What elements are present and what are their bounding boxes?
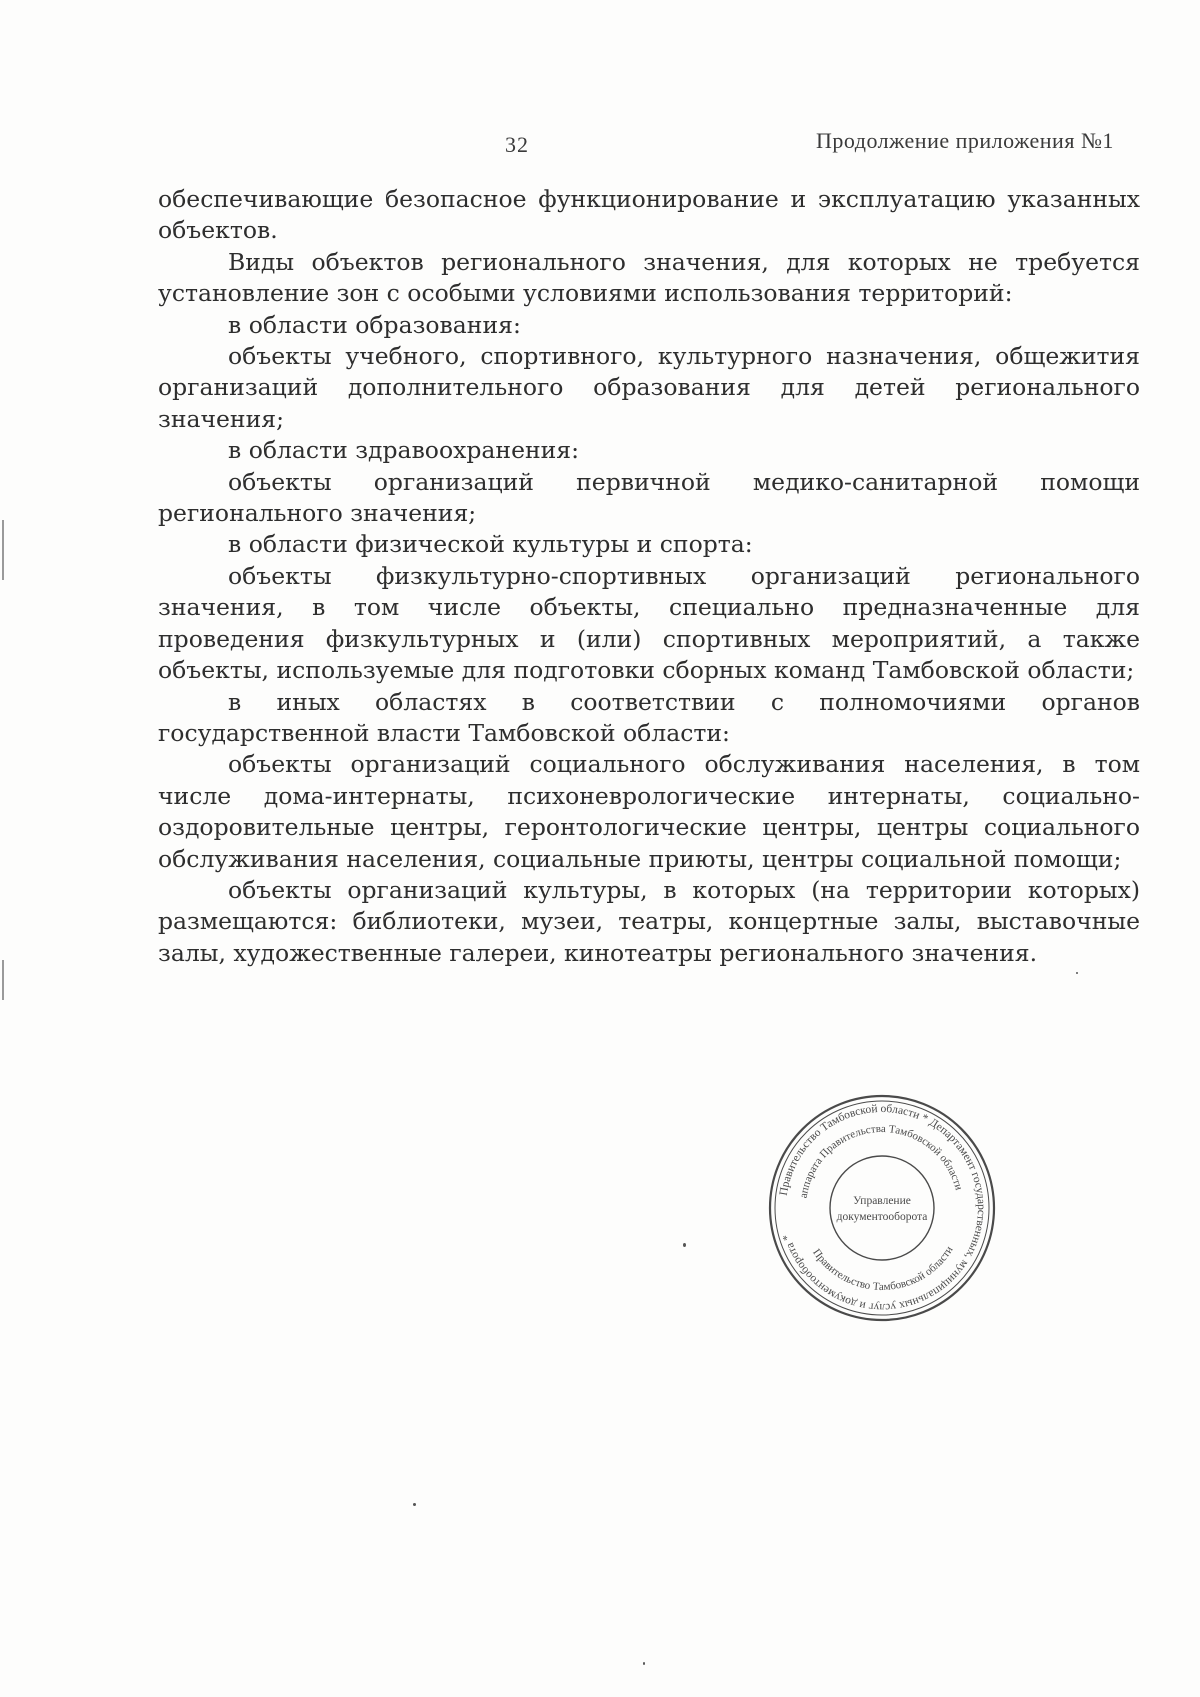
page-header (0, 118, 1200, 158)
stamp-bottom-text: Правительство Тамбовской области (810, 1244, 956, 1294)
stamp-center-line-2: документооборота (836, 1211, 928, 1223)
paragraph: объекты организаций первичной медико-санитарной помощи регионального значения; (158, 467, 1140, 528)
official-stamp (766, 1092, 998, 1324)
scan-speck (643, 1662, 645, 1665)
stamp-inner-text: аппарата Правительства Тамбовской области (797, 1122, 965, 1199)
paragraph: обеспечивающие безопасное функционирование и эксплуатацию указанных объектов. (158, 185, 1140, 245)
scan-speck (413, 1503, 416, 1506)
stamp-seal-icon (766, 1092, 998, 1324)
page-number: 32 (505, 132, 529, 157)
paragraph: Виды объектов регионального значения, для которых не требуется установление зон с особыми условиями использования территорий: (158, 247, 1140, 308)
scan-speck (1076, 972, 1078, 974)
stamp-inner-ring (830, 1156, 934, 1260)
paragraph: объекты учебного, спортивного, культурного назначения, общежития организаций дополнительного образования для детей регионального значения; (158, 342, 1140, 433)
paragraph: объекты организаций культуры, в которых (на территории которых) размещаются: библиотеки, музеи, театры, концертные залы, выставочные залы, художественные галереи, кинотеатры регионального значения. (158, 875, 1140, 967)
scan-edge-mark (2, 520, 4, 580)
stamp-center-line-1: Управление (853, 1195, 911, 1207)
section-heading: в области здравоохранения: (228, 436, 580, 465)
paragraph: в иных областях в соответствии с полномочиями органов государственной власти Тамбовской области: (158, 687, 1140, 747)
stamp-outer-text: Правительство Тамбовской области * Департамент государственных, муниципальных услуг и документооборота * (777, 1102, 988, 1314)
appendix-continuation-label: Продолжение приложения №1 (816, 128, 1114, 153)
scan-speck (683, 1243, 686, 1247)
scan-edge-mark (2, 960, 4, 1000)
section-heading: в области образования: (228, 310, 521, 339)
section-heading: в области физической культуры и спорта: (228, 530, 753, 559)
paragraph: объекты организаций социального обслуживания населения, в том числе дома-интернаты, психоневрологические интернаты, социально-оздоровительные центры, геронтологические центры, центры социального обслуживания населения, социальные приюты, центры социальной помощи; (158, 750, 1140, 873)
paragraph: объекты физкультурно-спортивных организаций регионального значения, в том числе объекты, специально предназначенные для проведения физкультурных и (или) спортивных мероприятий, а также объекты, используемые для подготовки сборных команд Тамбовской области; (158, 561, 1140, 685)
document-body (158, 184, 1140, 969)
